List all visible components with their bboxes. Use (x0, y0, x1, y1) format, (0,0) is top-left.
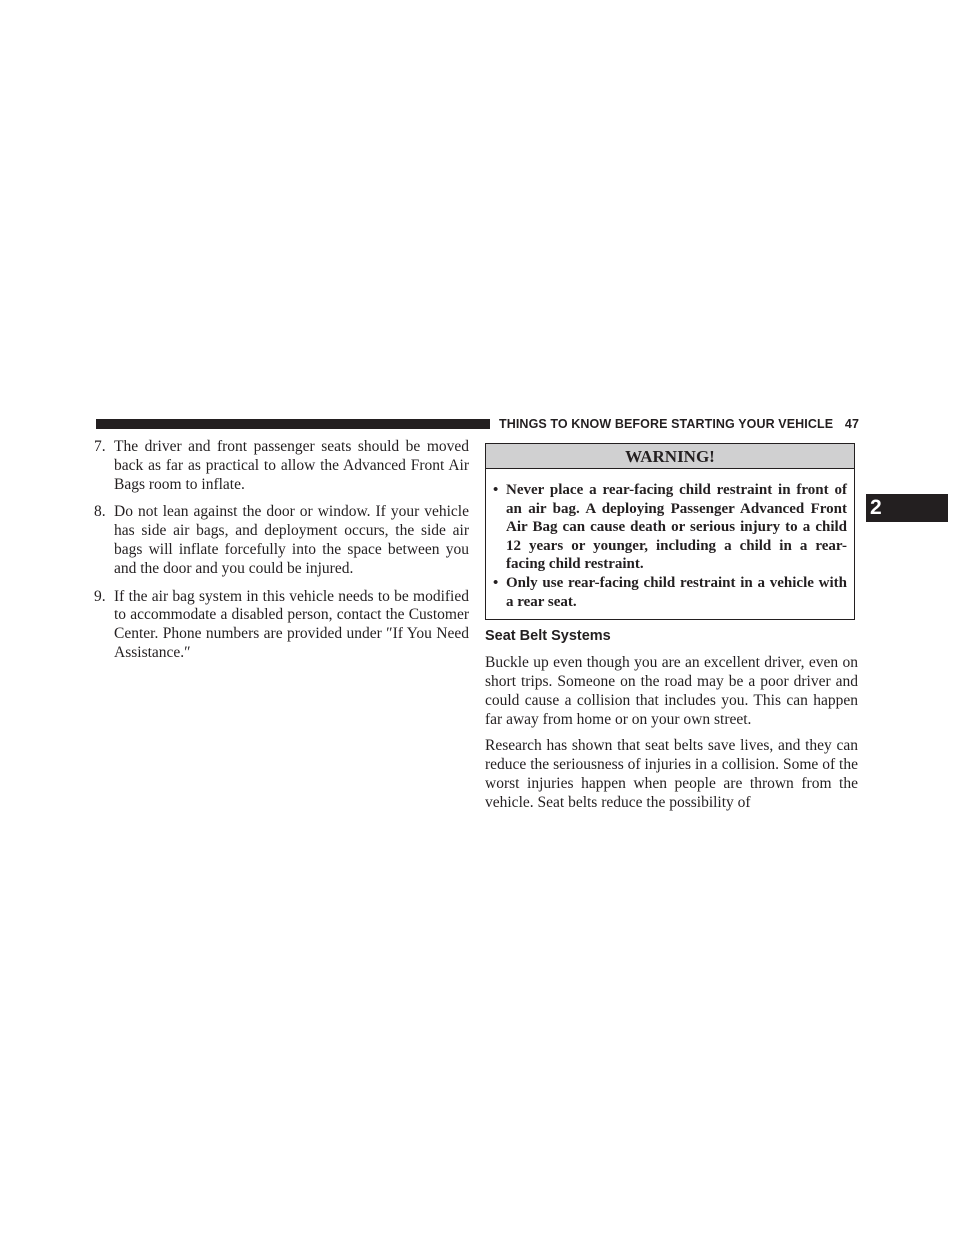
section-title: Seat Belt Systems (485, 628, 611, 645)
right-column (485, 443, 858, 813)
page-number: 47 (844, 417, 859, 431)
list-item (94, 503, 469, 578)
list-item (94, 438, 469, 494)
warning-text: Never place a rear-facing child restraint in front of an air bag. A deploying Passenger Advanced Front Air Bag can cause death or serious injury to a child 12 years or younger, including a child in a rear-facing child restraint. (506, 482, 847, 573)
warning-box (485, 443, 855, 620)
bullet-icon: • (493, 482, 499, 498)
list-number: 8. (94, 503, 106, 521)
bullet-icon: • (493, 574, 499, 591)
list-number: 9. (94, 587, 106, 605)
warning-item (493, 574, 847, 611)
list-number: 7. (94, 438, 106, 455)
left-column (94, 438, 469, 672)
header-title: THINGS TO KNOW BEFORE STARTING YOUR VEHICLE (499, 417, 834, 431)
header-rule (96, 419, 490, 429)
body-paragraph: Research has shown that seat belts save lives, and they can reduce the seriousness of injuries in a collision. Some of the worst injuries happen when people are thrown from the vehicle. Seat belts reduce the possibility of (485, 737, 858, 811)
warning-list (486, 469, 854, 619)
warning-title: WARNING! (486, 444, 854, 469)
list-text: Do not lean against the door or window. If your vehicle has side air bags, and deployment occurs, the side air bags will inflate forcefully into the space between you and the door and you could be injured. (114, 503, 469, 577)
list-text: The driver and front passenger seats should be moved back as far as practical to allow the Advanced Front Air Bags room to inflate. (114, 438, 469, 493)
warning-item (493, 481, 847, 574)
warning-text: Only use rear-facing child restraint in a vehicle with a rear seat. (506, 574, 847, 610)
list-text: If the air bag system in this vehicle needs to be modified to accommodate a disabled person, contact the Customer Center. Phone numbers are provided under ″If You Need Assistance.″ (114, 587, 469, 661)
body-paragraph: Buckle up even though you are an excellent driver, even on short trips. Someone on the road may be a poor driver and could cause a collision that includes you. This can happen far away from home or on your own street. (485, 654, 858, 728)
list-item (94, 588, 469, 663)
numbered-list (94, 438, 469, 663)
running-header (499, 417, 859, 431)
chapter-tab: 2 (866, 494, 948, 522)
